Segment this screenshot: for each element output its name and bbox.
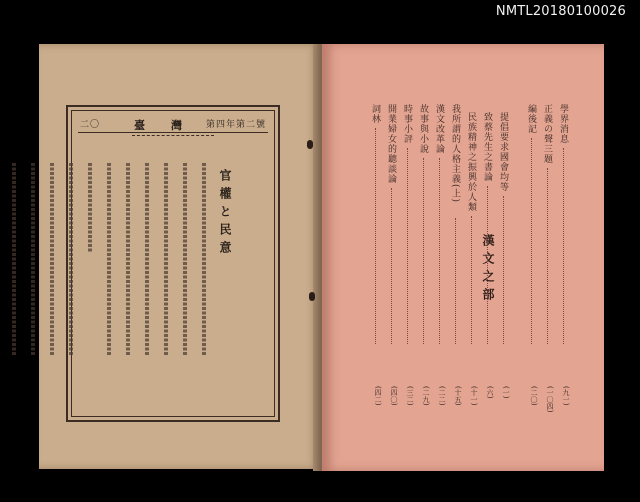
section-heading: 漢文之部: [481, 234, 495, 306]
toc-entry-page: (二〇): [530, 386, 538, 406]
toc-leader-dots: [375, 128, 377, 344]
right-page: [322, 44, 604, 471]
toc-entry-title: 編後記: [526, 104, 536, 134]
toc-entry-title: 我所謂的人格主義(上): [450, 104, 460, 204]
toc-entry-title: 時事小評: [402, 104, 412, 144]
toc-entry-page: (二九): [422, 386, 430, 406]
toc-entry-page: (十五): [454, 386, 462, 406]
toc-entry-title: 故事與小說: [418, 104, 428, 154]
toc-entry-title: 詞林: [370, 104, 380, 124]
text-column: [50, 163, 54, 356]
toc-entry-title: 學界消息: [558, 104, 568, 144]
toc-leader-dots: [471, 216, 473, 344]
toc-entry-page: (一): [502, 386, 510, 399]
text-column: [202, 163, 206, 356]
journal-title: 臺灣: [134, 119, 208, 132]
toc-leader-dots: [455, 218, 457, 344]
toc-entry-title: 致蔡先生之書論: [482, 112, 492, 182]
page-number: 二〇: [80, 120, 101, 130]
toc-entry-page: (十一): [470, 386, 478, 406]
header-ornament: [132, 135, 214, 136]
text-column: [107, 163, 111, 356]
page-frame-inner: [71, 110, 275, 417]
toc-entry-page: (一〇四): [546, 386, 554, 413]
header-rule: [78, 132, 268, 133]
page-frame: [66, 105, 280, 422]
toc-leader-dots: [547, 168, 549, 344]
text-column: [12, 163, 16, 356]
toc-leader-dots: [407, 148, 409, 344]
issue-label: 第四年第二號: [205, 120, 266, 130]
toc-entry-page: (二二): [438, 386, 446, 406]
text-column: [145, 163, 149, 356]
toc-leader-dots: [423, 158, 425, 344]
toc-leader-dots: [503, 196, 505, 344]
toc-leader-dots: [391, 188, 393, 344]
toc-entry-title: 開業婦女的聽談論: [386, 104, 396, 184]
text-column: [126, 163, 130, 356]
toc-leader-dots: [563, 148, 565, 344]
running-head: [72, 117, 274, 131]
text-column: [88, 163, 92, 252]
binding-hole: [307, 140, 313, 149]
toc-entry-title: 正義の聲三題: [542, 104, 552, 164]
essay-title: 官權と民意: [218, 169, 232, 259]
toc-entry-page: (四〇): [390, 386, 398, 406]
text-column: [31, 163, 35, 356]
toc-entry-page: (九一): [562, 386, 570, 406]
text-column: [164, 163, 168, 356]
toc-entry-page: (三二): [406, 386, 414, 406]
binding-hole: [309, 292, 315, 301]
essay-body-text: [86, 163, 212, 356]
toc-leader-dots: [487, 186, 489, 344]
toc-entry-title: 民族精神之振興於人類: [466, 112, 476, 212]
text-column: [183, 163, 187, 356]
toc-entry-page: (六): [486, 386, 494, 399]
toc-leader-dots: [439, 158, 441, 344]
left-page: [39, 44, 320, 469]
toc-entry-title: 提倡要求國會均等: [498, 112, 508, 192]
toc-leader-dots: [531, 138, 533, 344]
archive-watermark: NMTL20180100026: [495, 4, 626, 19]
text-column: [69, 163, 73, 356]
toc-entry-page: (四二): [374, 386, 382, 406]
toc-entry-title: 漢文改革論: [434, 104, 444, 154]
